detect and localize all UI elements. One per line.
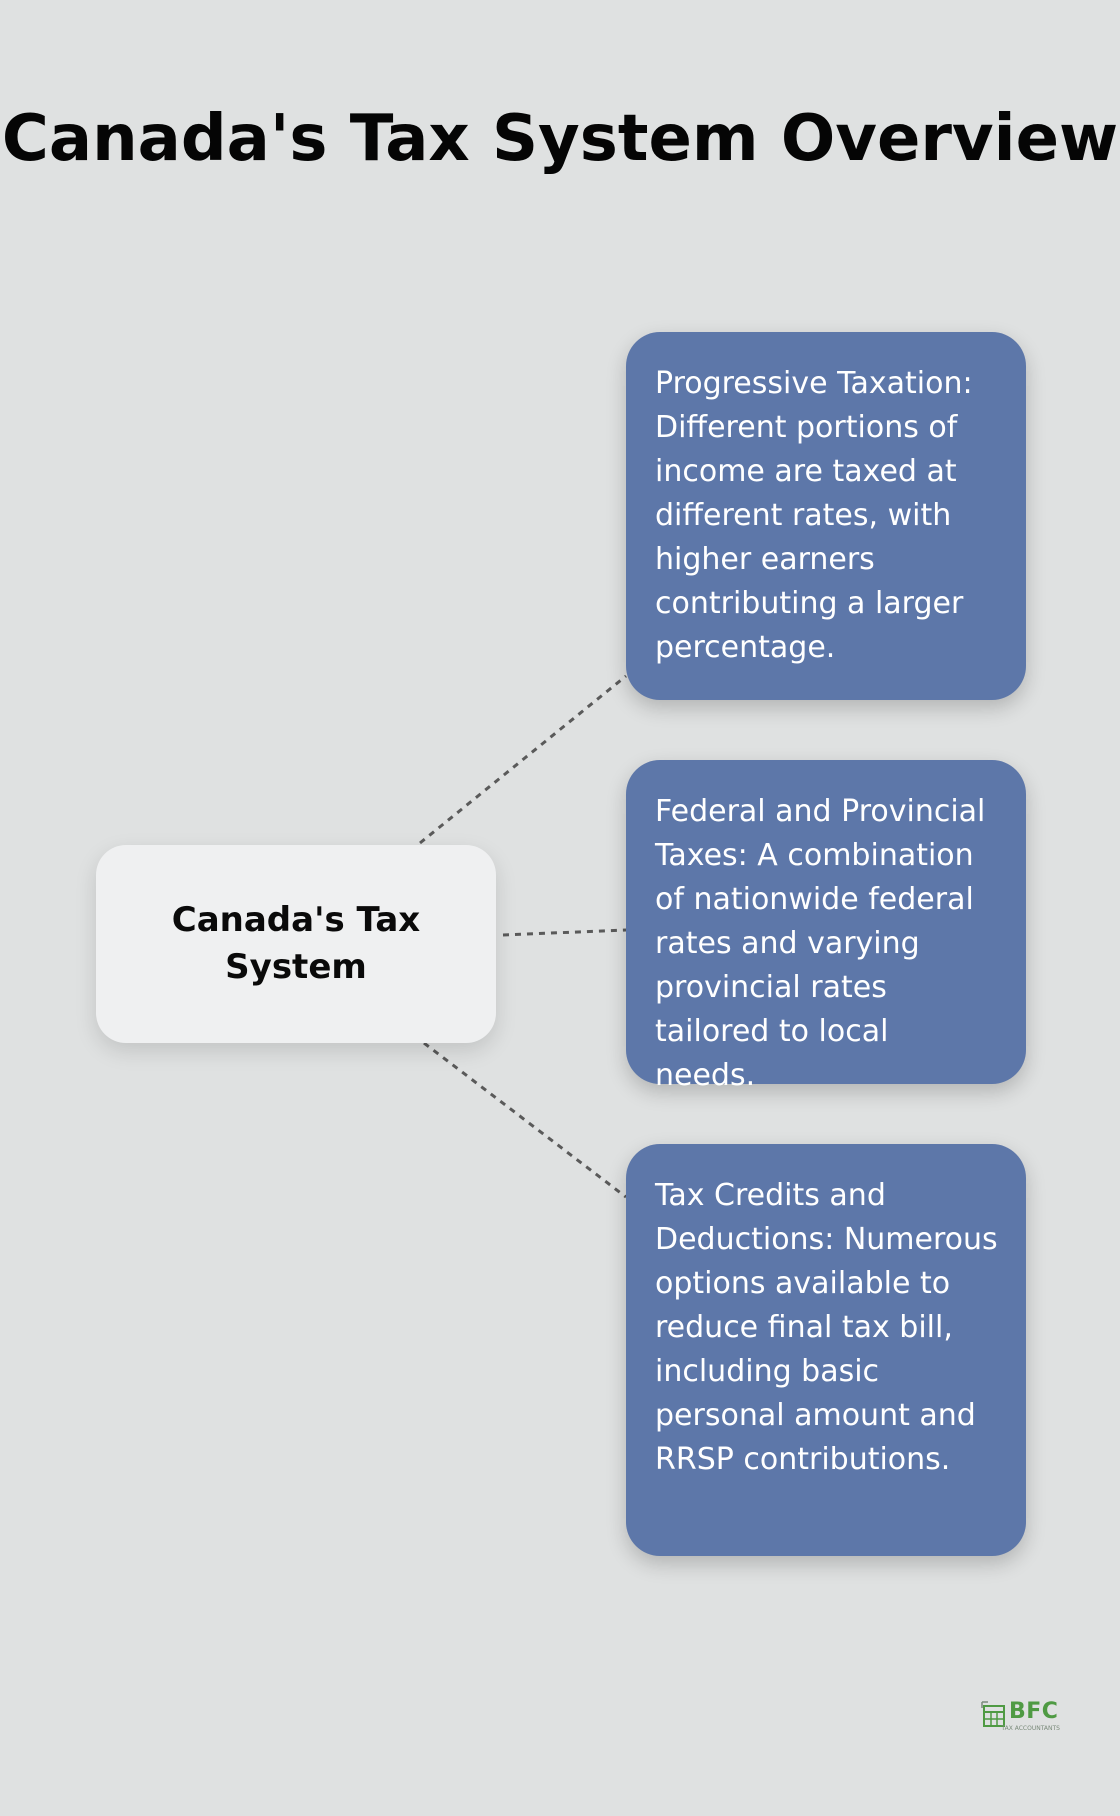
card-text: Progressive Taxation: Different portions of income are taxed at different rates, with higher earners contributing a larger percentage. <box>655 366 973 665</box>
page-title: Canada's Tax System Overview <box>1 102 1119 176</box>
connector-credits <box>424 1043 626 1197</box>
card-text: Federal and Provincial Taxes: A combination of nationwide federal rates and varying provincial rates tailored to local needs. <box>655 794 986 1093</box>
logo-tagline: TAX ACCOUNTANTS <box>1001 1725 1060 1732</box>
calculator-icon <box>980 1700 1008 1728</box>
card-federal-provincial-taxes <box>626 760 1026 1093</box>
logo-wordmark: BFC <box>1009 1699 1059 1724</box>
card-progressive-taxation <box>626 332 1026 700</box>
card-tax-credits-deductions <box>626 1144 1026 1556</box>
connector-federal <box>503 930 626 935</box>
card-text: Tax Credits and Deductions: Numerous options available to reduce final tax bill, including basic personal amount and RRSP contributions. <box>655 1178 998 1477</box>
center-node <box>96 845 496 1043</box>
center-node-label: Canada's Tax System <box>171 900 421 987</box>
brand-logo <box>980 1698 1060 1736</box>
connector-progressive <box>420 676 626 843</box>
